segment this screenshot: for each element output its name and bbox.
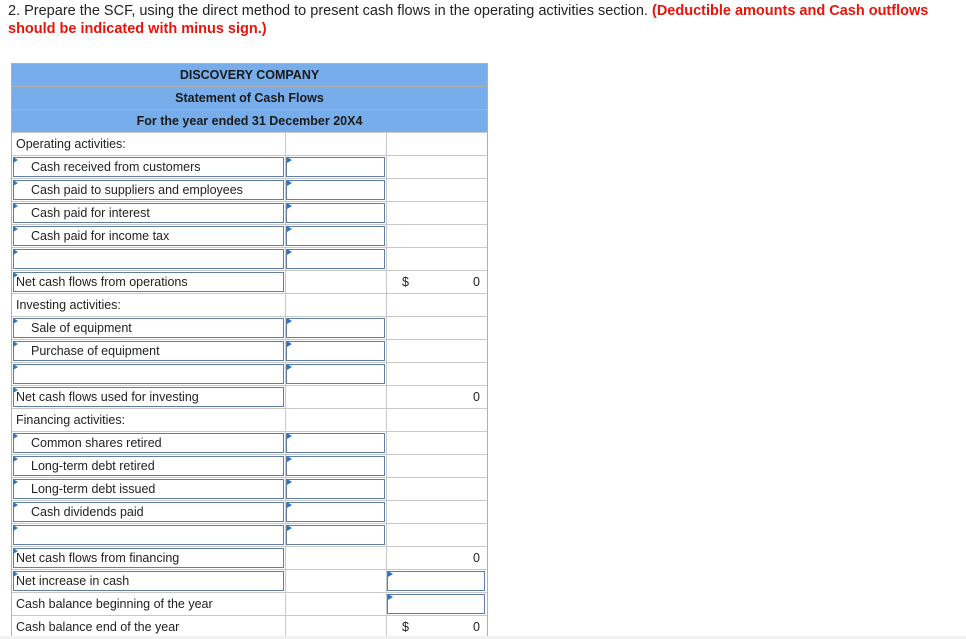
empty-cell [285,547,386,569]
label-select-investing-blank[interactable] [12,363,285,385]
table-row [12,500,487,523]
table-row [12,477,487,500]
table-row [12,247,487,270]
total-net-financing [386,547,486,569]
operating-heading-row [12,132,487,155]
amount-input-cash-dividends-paid[interactable] [285,501,386,523]
net-financing-row [12,546,487,569]
empty-cell [386,432,486,454]
empty-cell [386,133,486,155]
empty-cell [386,455,486,477]
label-select-long-term-debt-issued[interactable]: Long-term debt issued [12,478,285,500]
net-operations-row [12,270,487,293]
table-row [12,454,487,477]
net-financing-value: 0 [473,551,480,565]
label-select-net-operations[interactable]: Net cash flows from operations [12,271,285,293]
amount-input-net-increase[interactable] [386,570,486,592]
label-select-net-increase[interactable]: Net increase in cash [12,570,285,592]
total-net-investing [386,386,486,408]
amount-input-long-term-debt-issued[interactable] [285,478,386,500]
empty-cell [285,294,386,316]
question-instruction: (Deductible amounts and Cash outflows should be indicated with minus sign.) [8,3,929,37]
amount-input-cash-paid-suppliers[interactable] [285,179,386,201]
empty-cell [386,409,486,431]
cash-end-value: 0 [473,620,480,634]
empty-cell [386,524,486,546]
operating-heading: Operating activities: [16,137,126,151]
cash-end-label: Cash balance end of the year [16,620,180,634]
table-row [12,339,487,362]
currency-symbol: $ [402,620,409,634]
table-row [12,201,487,224]
table-row [12,431,487,454]
amount-input-cash-beginning[interactable] [386,593,486,615]
label-select-operating-blank[interactable] [12,248,285,270]
empty-cell [386,340,486,362]
label-select-financing-blank[interactable] [12,524,285,546]
currency-symbol: $ [402,275,409,289]
empty-cell [386,317,486,339]
label-select-net-financing[interactable]: Net cash flows from financing [12,547,285,569]
label-select-net-investing[interactable]: Net cash flows used for investing [12,386,285,408]
statement-period: For the year ended 31 December 20X4 [12,109,487,132]
label-select-long-term-debt-retired[interactable]: Long-term debt retired [12,455,285,477]
financing-heading-row [12,408,487,431]
label-select-cash-dividends-paid[interactable]: Cash dividends paid [12,501,285,523]
empty-cell [285,616,386,638]
amount-input-cash-paid-income-tax[interactable] [285,225,386,247]
investing-heading-row [12,293,487,316]
empty-cell [386,363,486,385]
empty-cell [386,294,486,316]
empty-cell [285,386,386,408]
amount-input-cash-received-customers[interactable] [285,156,386,178]
empty-cell [285,133,386,155]
table-row [12,178,487,201]
statement-title: Statement of Cash Flows [12,86,487,109]
table-row [12,523,487,546]
cash-end-row [12,615,487,638]
empty-cell [386,202,486,224]
empty-cell [386,179,486,201]
label-select-cash-received-customers[interactable]: Cash received from customers [12,156,285,178]
empty-cell [386,156,486,178]
financing-heading: Financing activities: [16,413,126,427]
empty-cell [285,570,386,592]
table-row [12,224,487,247]
label-select-sale-equipment[interactable]: Sale of equipment [12,317,285,339]
empty-cell [285,409,386,431]
table-row [12,316,487,339]
net-investing-row [12,385,487,408]
table-row [12,362,487,385]
label-select-cash-paid-suppliers[interactable]: Cash paid to suppliers and employees [12,179,285,201]
company-name: DISCOVERY COMPANY [12,63,487,86]
amount-input-purchase-equipment[interactable] [285,340,386,362]
net-operations-value: 0 [473,275,480,289]
investing-heading: Investing activities: [16,298,121,312]
empty-cell [386,501,486,523]
empty-cell [386,478,486,500]
net-increase-row [12,569,487,592]
empty-cell [285,593,386,615]
label-select-purchase-equipment[interactable]: Purchase of equipment [12,340,285,362]
question-text [8,2,958,38]
empty-cell [386,225,486,247]
empty-cell [386,248,486,270]
cash-flow-statement [11,63,488,638]
empty-cell [285,271,386,293]
amount-input-investing-blank[interactable] [285,363,386,385]
label-select-cash-paid-income-tax[interactable]: Cash paid for income tax [12,225,285,247]
amount-input-sale-equipment[interactable] [285,317,386,339]
total-cash-end [386,616,486,638]
label-select-cash-paid-interest[interactable]: Cash paid for interest [12,202,285,224]
amount-input-long-term-debt-retired[interactable] [285,455,386,477]
question-prompt: 2. Prepare the SCF, using the direct method to present cash flows in the operating activities section. [8,3,648,19]
label-select-common-shares-retired[interactable]: Common shares retired [12,432,285,454]
net-investing-value: 0 [473,390,480,404]
cash-beginning-row [12,592,487,615]
cash-beginning-label: Cash balance beginning of the year [16,597,213,611]
table-row [12,155,487,178]
amount-input-common-shares-retired[interactable] [285,432,386,454]
amount-input-financing-blank[interactable] [285,524,386,546]
amount-input-operating-blank[interactable] [285,248,386,270]
total-net-operations [386,271,486,293]
amount-input-cash-paid-interest[interactable] [285,202,386,224]
